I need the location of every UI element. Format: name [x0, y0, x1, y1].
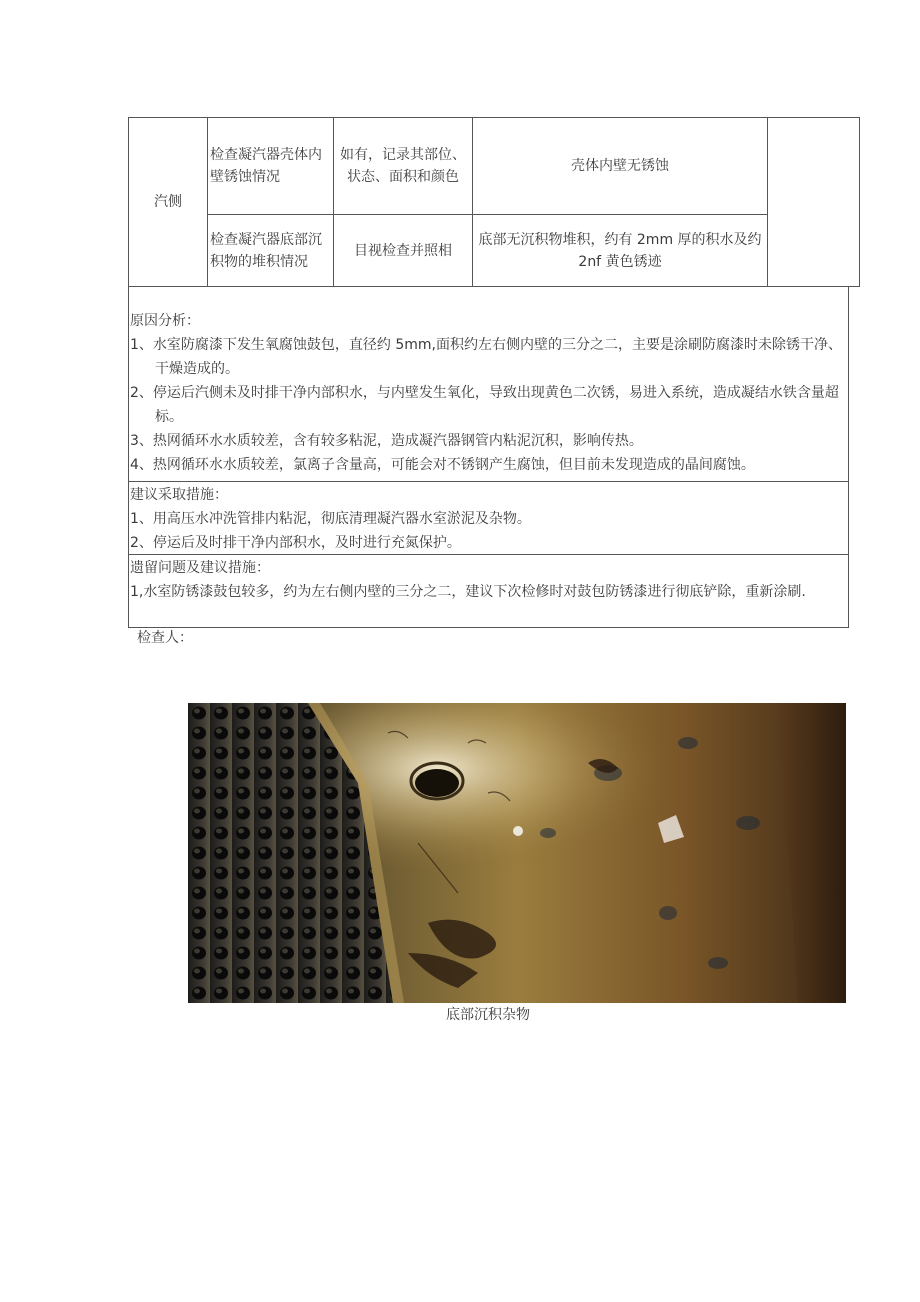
list-item: 4、热网循环水水质较差，氯离子含量高，可能会对不锈钢产生腐蚀，但目前未发现造成的晶间腐蚀。: [130, 457, 755, 473]
remaining-issues-text: 1,水室防锈漆鼓包较多，约为左右侧内壁的三分之二，建议下次检修时对鼓包防锈漆进行彻底铲除，重新涂刷.: [130, 584, 806, 600]
suggestions-section: [128, 481, 849, 555]
cause-analysis-section: [128, 286, 849, 482]
list-item: 2、停运后及时排干净内部积水，及时进行充氮保护。: [130, 535, 461, 551]
table-row: [129, 215, 860, 287]
cause-analysis-heading: 原因分析：: [130, 313, 200, 329]
check-result-cell: 壳体内壁无锈蚀: [473, 118, 768, 215]
suggestions-heading: 建议采取措施：: [130, 487, 228, 503]
inspector-label: 检查人：: [137, 630, 193, 646]
remaining-issues-heading: 遗留问题及建议措施：: [130, 560, 270, 576]
remark-cell: [768, 118, 860, 287]
photo-caption: 底部沉积杂物: [446, 1007, 530, 1023]
check-result-cell: 底部无沉积物堆积，约有 2mm 厚的积水及约 2nf 黄色锈迹: [473, 215, 768, 287]
condenser-bottom-photo: [188, 703, 846, 1003]
check-method-cell: 如有，记录其部位、状态、面积和颜色: [334, 118, 473, 215]
check-item-cell: 检查凝汽器壳体内壁锈蚀情况: [208, 118, 334, 215]
list-item: 2、停运后汽侧未及时排干净内部积水，与内壁发生氧化，导致出现黄色二次锈，易进入系统，造成凝结水铁含量超标。: [130, 385, 839, 425]
inspection-table: [128, 117, 860, 287]
list-item: 1、用高压水冲洗管排内粘泥，彻底清理凝汽器水室淤泥及杂物。: [130, 511, 531, 527]
table-row: [129, 118, 860, 215]
category-cell: 汽侧: [129, 118, 208, 287]
check-method-cell: 目视检查并照相: [334, 215, 473, 287]
list-item: 1、水室防腐漆下发生氧腐蚀鼓包，直径约 5mm,面积约左右侧内壁的三分之二，主要是涂刷防腐漆时未除锈干净、干燥造成的。: [130, 337, 843, 377]
list-item: 3、热网循环水水质较差，含有较多粘泥，造成凝汽器钢管内粘泥沉积，影响传热。: [130, 433, 643, 449]
check-item-cell: 检查凝汽器底部沉积物的堆积情况: [208, 215, 334, 287]
remaining-issues-section: [128, 554, 849, 628]
